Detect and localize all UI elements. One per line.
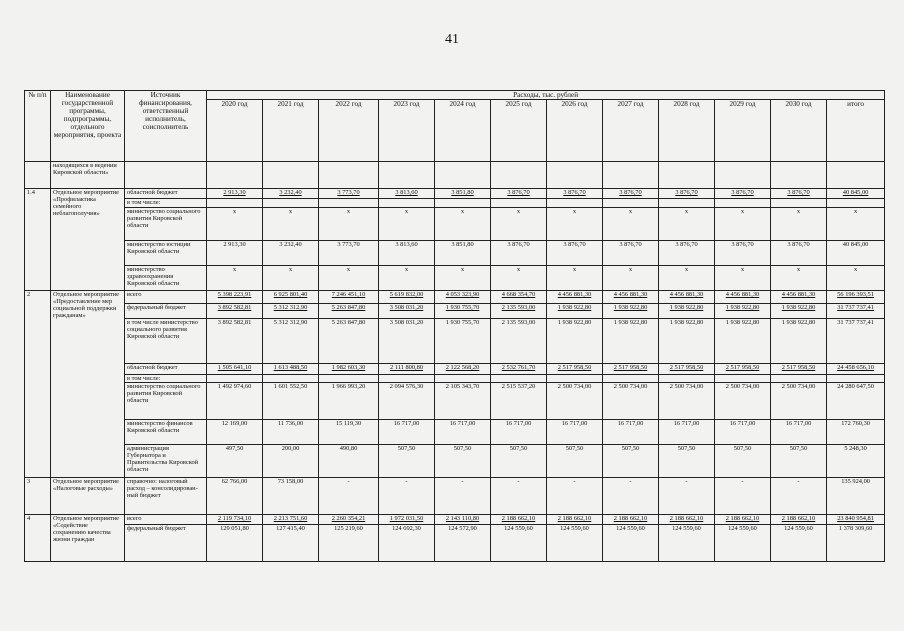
funding-source: федеральный бюджет: [125, 525, 207, 562]
amount-cell: [827, 199, 885, 208]
amount-cell: 1 938 922,80: [603, 304, 659, 319]
amount-cell: [771, 375, 827, 383]
amount-cell: 497,50: [207, 445, 263, 478]
amount-cell: 1 982 603,30: [319, 364, 379, 375]
amount-cell: 507,50: [603, 445, 659, 478]
amount-cell: 3 851,80: [435, 241, 491, 266]
amount-cell: x: [547, 266, 603, 291]
measure-name: Отдельное мероприятие «Налоговые расходы»: [51, 478, 125, 515]
row-number: 3: [25, 478, 51, 515]
funding-source: министерство юстиции Кировской области: [125, 241, 207, 266]
amount-cell: 5 398 223,91: [207, 291, 263, 304]
amount-cell: 1 938 922,80: [547, 319, 603, 364]
amount-cell: 1 938 922,80: [659, 304, 715, 319]
amount-cell: 507,50: [547, 445, 603, 478]
amount-cell: 2 500 734,00: [603, 383, 659, 420]
header-row: [25, 91, 885, 100]
amount-cell: 6 925 801,40: [263, 291, 319, 304]
amount-cell: 31 737 737,41: [827, 319, 885, 364]
funding-source: всего: [125, 291, 207, 304]
col-name-header: Наименование государственной программы, подпрограммы, отдельного мероприятия, проекта: [51, 91, 125, 162]
row-number: 2: [25, 291, 51, 478]
table-row: [25, 241, 885, 266]
amount-cell: x: [603, 208, 659, 241]
amount-cell: 2 188 662,10: [547, 515, 603, 525]
amount-cell: 3 876,70: [715, 189, 771, 199]
year-header: 2025 год: [491, 100, 547, 162]
amount-cell: 2 188 662,10: [491, 515, 547, 525]
amount-cell: 5 263 847,80: [319, 319, 379, 364]
amount-cell: 5 263 847,80: [319, 304, 379, 319]
funding-source: областной бюджет: [125, 189, 207, 199]
amount-cell: 3 813,60: [379, 189, 435, 199]
amount-cell: 3 876,70: [491, 241, 547, 266]
amount-cell: 124 559,60: [603, 525, 659, 562]
amount-cell: 2 143 110,80: [435, 515, 491, 525]
amount-cell: 40 845,00: [827, 189, 885, 199]
amount-cell: 2 517 958,50: [771, 364, 827, 375]
amount-cell: x: [319, 208, 379, 241]
funding-source: министерство социального развития Кировской области: [125, 383, 207, 420]
amount-cell: x: [319, 266, 379, 291]
amount-cell: [491, 199, 547, 208]
table-row: [25, 515, 885, 525]
amount-cell: -: [715, 478, 771, 515]
amount-cell: -: [771, 478, 827, 515]
table-row: [25, 364, 885, 375]
amount-cell: 5 619 832,00: [379, 291, 435, 304]
amount-cell: 1 938 922,80: [603, 319, 659, 364]
amount-cell: 1 938 922,80: [715, 319, 771, 364]
amount-cell: 3 508 031,20: [379, 304, 435, 319]
amount-cell: x: [771, 208, 827, 241]
amount-cell: 507,50: [771, 445, 827, 478]
amount-cell: 507,50: [659, 445, 715, 478]
amount-cell: 11 736,00: [263, 420, 319, 445]
amount-cell: 3 892 582,81: [207, 304, 263, 319]
amount-cell: 1 972 031,50: [379, 515, 435, 525]
funding-source: министерство социального развития Кировской области: [125, 208, 207, 241]
amount-cell: 127 415,40: [263, 525, 319, 562]
funding-source: всего: [125, 515, 207, 525]
amount-cell: [659, 199, 715, 208]
amount-cell: x: [435, 266, 491, 291]
amount-cell: 5 248,30: [827, 445, 885, 478]
table-row: [25, 420, 885, 445]
amount-cell: 23 840 954,81: [827, 515, 885, 525]
table-body: [25, 189, 885, 562]
year-header: 2024 год: [435, 100, 491, 162]
amount-cell: 2 094 576,30: [379, 383, 435, 420]
amount-cell: 124 692,30: [379, 525, 435, 562]
amount-cell: 4 456 881,30: [715, 291, 771, 304]
amount-cell: 24 280 647,50: [827, 383, 885, 420]
amount-cell: x: [827, 208, 885, 241]
amount-cell: 2 188 662,10: [715, 515, 771, 525]
amount-cell: [435, 199, 491, 208]
page-number: 41: [445, 32, 459, 47]
year-header: 2030 год: [771, 100, 827, 162]
amount-cell: 2 913,30: [207, 241, 263, 266]
table-row: [25, 199, 885, 208]
table-row: [25, 189, 885, 199]
amount-cell: 2 213 751,60: [263, 515, 319, 525]
amount-cell: [603, 375, 659, 383]
amount-cell: 4 668 354,70: [491, 291, 547, 304]
amount-cell: 1 930 755,70: [435, 319, 491, 364]
amount-cell: 1 505 641,10: [207, 364, 263, 375]
amount-cell: x: [603, 266, 659, 291]
amount-cell: 2 122 568,20: [435, 364, 491, 375]
amount-cell: 3 876,70: [547, 241, 603, 266]
amount-cell: 12 169,00: [207, 420, 263, 445]
amount-cell: x: [715, 208, 771, 241]
amount-cell: 3 813,60: [379, 241, 435, 266]
col-num-header: № п/п: [25, 91, 51, 162]
amount-cell: x: [435, 208, 491, 241]
amount-cell: 1 938 922,80: [771, 304, 827, 319]
amount-cell: x: [659, 208, 715, 241]
funding-source: справочно: налоговый расход – консолидирован-ный бюджет: [125, 478, 207, 515]
amount-cell: 2 135 593,00: [491, 319, 547, 364]
amount-cell: 1 930 755,70: [435, 304, 491, 319]
amount-cell: 3 892 582,81: [207, 319, 263, 364]
expenses-group-header: Расходы, тыс. рублей: [207, 91, 885, 100]
amount-cell: 2 119 734,10: [207, 515, 263, 525]
table-row: [25, 266, 885, 291]
amount-cell: 7 246 451,10: [319, 291, 379, 304]
amount-cell: 2 517 958,50: [715, 364, 771, 375]
amount-cell: 490,80: [319, 445, 379, 478]
amount-cell: 3 876,70: [603, 189, 659, 199]
amount-cell: x: [379, 208, 435, 241]
amount-cell: 3 851,80: [435, 189, 491, 199]
amount-cell: 124 559,60: [771, 525, 827, 562]
amount-cell: 2 913,30: [207, 189, 263, 199]
row-number: 1.4: [25, 189, 51, 291]
amount-cell: 73 158,00: [263, 478, 319, 515]
amount-cell: 124 559,60: [547, 525, 603, 562]
amount-cell: x: [379, 266, 435, 291]
amount-cell: -: [547, 478, 603, 515]
amount-cell: -: [435, 478, 491, 515]
measure-name: Отдельное мероприятие «Содействие сохранению качества жизни граждан: [51, 515, 125, 562]
amount-cell: 1 492 974,60: [207, 383, 263, 420]
amount-cell: -: [491, 478, 547, 515]
amount-cell: 2 188 662,10: [659, 515, 715, 525]
amount-cell: 125 219,60: [319, 525, 379, 562]
year-header: 2021 год: [263, 100, 319, 162]
amount-cell: 3 876,70: [491, 189, 547, 199]
amount-cell: 3 876,70: [715, 241, 771, 266]
amount-cell: 4 456 881,30: [603, 291, 659, 304]
amount-cell: x: [659, 266, 715, 291]
amount-cell: 507,50: [435, 445, 491, 478]
amount-cell: 4 456 881,30: [659, 291, 715, 304]
amount-cell: [827, 375, 885, 383]
amount-cell: 16 717,00: [603, 420, 659, 445]
amount-cell: 24 458 656,10: [827, 364, 885, 375]
amount-cell: 2 517 958,50: [547, 364, 603, 375]
amount-cell: [263, 199, 319, 208]
amount-cell: 3 876,70: [603, 241, 659, 266]
year-header: 2023 год: [379, 100, 435, 162]
amount-cell: 3 876,70: [659, 189, 715, 199]
amount-cell: 1 938 922,80: [715, 304, 771, 319]
amount-cell: [659, 375, 715, 383]
year-header: итого: [827, 100, 885, 162]
amount-cell: 1 938 922,80: [547, 304, 603, 319]
expenses-table: [24, 90, 885, 562]
year-header: 2029 год: [715, 100, 771, 162]
amount-cell: x: [263, 208, 319, 241]
amount-cell: 507,50: [491, 445, 547, 478]
amount-cell: 2 500 734,00: [659, 383, 715, 420]
table-row: [25, 383, 885, 420]
amount-cell: -: [379, 478, 435, 515]
table-row: [25, 478, 885, 515]
funding-source: федеральный бюджет: [125, 304, 207, 319]
amount-cell: 129 051,80: [207, 525, 263, 562]
amount-cell: [547, 375, 603, 383]
amount-cell: 2 105 343,70: [435, 383, 491, 420]
funding-source: администрация Губернатора и Правительства Кировской области: [125, 445, 207, 478]
year-header: 2028 год: [659, 100, 715, 162]
amount-cell: 62 766,00: [207, 478, 263, 515]
year-header: 2026 год: [547, 100, 603, 162]
amount-cell: x: [491, 266, 547, 291]
continuation-row: [25, 162, 885, 189]
table-row: [25, 208, 885, 241]
amount-cell: 124 559,60: [659, 525, 715, 562]
amount-cell: 2 500 734,00: [771, 383, 827, 420]
funding-source: в том числе:: [125, 199, 207, 208]
amount-cell: 124 559,60: [491, 525, 547, 562]
amount-cell: 3 876,70: [771, 241, 827, 266]
table-row: [25, 291, 885, 304]
continuation-text: находящихся в ведении Кировской области»: [51, 162, 125, 189]
amount-cell: 1 966 993,20: [319, 383, 379, 420]
funding-source: в том числе:: [125, 375, 207, 383]
table-row: [25, 375, 885, 383]
amount-cell: 1 613 488,50: [263, 364, 319, 375]
amount-cell: [771, 199, 827, 208]
funding-source: министерство здравоохранения Кировской области: [125, 266, 207, 291]
amount-cell: [435, 375, 491, 383]
amount-cell: 2 188 662,10: [771, 515, 827, 525]
amount-cell: x: [207, 208, 263, 241]
amount-cell: 5 312 312,90: [263, 319, 319, 364]
amount-cell: 5 312 312,90: [263, 304, 319, 319]
amount-cell: 124 559,60: [715, 525, 771, 562]
amount-cell: 16 717,00: [659, 420, 715, 445]
amount-cell: 2 500 734,00: [715, 383, 771, 420]
measure-name: Отдельное мероприятие «Профилактика семейного неблагополучия»: [51, 189, 125, 291]
amount-cell: 3 876,70: [547, 189, 603, 199]
table-row: [25, 304, 885, 319]
amount-cell: 3 232,40: [263, 241, 319, 266]
amount-cell: 2 500 734,00: [547, 383, 603, 420]
year-header: 2022 год: [319, 100, 379, 162]
amount-cell: 16 717,00: [379, 420, 435, 445]
amount-cell: 1 601 552,50: [263, 383, 319, 420]
amount-cell: 2 260 354,21: [319, 515, 379, 525]
funding-source: министерство финансов Кировской области: [125, 420, 207, 445]
amount-cell: x: [827, 266, 885, 291]
amount-cell: 4 456 881,30: [547, 291, 603, 304]
amount-cell: 3 773,70: [319, 189, 379, 199]
amount-cell: 1 378 309,60: [827, 525, 885, 562]
amount-cell: 16 717,00: [771, 420, 827, 445]
amount-cell: 56 196 393,51: [827, 291, 885, 304]
amount-cell: [603, 199, 659, 208]
amount-cell: x: [715, 266, 771, 291]
amount-cell: 2 111 800,80: [379, 364, 435, 375]
amount-cell: 507,50: [379, 445, 435, 478]
amount-cell: x: [491, 208, 547, 241]
funding-source: областной бюджет: [125, 364, 207, 375]
amount-cell: x: [263, 266, 319, 291]
amount-cell: x: [207, 266, 263, 291]
amount-cell: 4 053 323,90: [435, 291, 491, 304]
amount-cell: 507,50: [715, 445, 771, 478]
amount-cell: 124 572,90: [435, 525, 491, 562]
amount-cell: 40 845,00: [827, 241, 885, 266]
amount-cell: [491, 375, 547, 383]
amount-cell: 1 938 922,80: [771, 319, 827, 364]
amount-cell: [379, 375, 435, 383]
amount-cell: x: [547, 208, 603, 241]
amount-cell: 3 876,70: [771, 189, 827, 199]
amount-cell: 16 717,00: [547, 420, 603, 445]
amount-cell: 172 760,30: [827, 420, 885, 445]
year-header: 2020 год: [207, 100, 263, 162]
amount-cell: 3 773,70: [319, 241, 379, 266]
table-row: [25, 319, 885, 364]
amount-cell: 2 135 593,00: [491, 304, 547, 319]
table-row: [25, 525, 885, 562]
funding-source: в том числе министерство социального развития Кировской области: [125, 319, 207, 364]
amount-cell: 2 517 958,50: [603, 364, 659, 375]
amount-cell: [207, 199, 263, 208]
amount-cell: -: [319, 478, 379, 515]
amount-cell: 16 717,00: [715, 420, 771, 445]
amount-cell: x: [771, 266, 827, 291]
amount-cell: 2 532 761,70: [491, 364, 547, 375]
amount-cell: 4 456 881,30: [771, 291, 827, 304]
amount-cell: 16 717,00: [491, 420, 547, 445]
amount-cell: 16 717,00: [435, 420, 491, 445]
amount-cell: 2 515 537,20: [491, 383, 547, 420]
amount-cell: [263, 375, 319, 383]
amount-cell: 135 924,00: [827, 478, 885, 515]
amount-cell: [379, 199, 435, 208]
row-number: 4: [25, 515, 51, 562]
year-header: 2027 год: [603, 100, 659, 162]
amount-cell: [547, 199, 603, 208]
amount-cell: 1 938 922,80: [659, 319, 715, 364]
measure-name: Отдельное мероприятие «Предоставление мер социальной поддержки гражданам»: [51, 291, 125, 478]
amount-cell: 3 232,40: [263, 189, 319, 199]
amount-cell: 3 508 031,20: [379, 319, 435, 364]
amount-cell: [319, 199, 379, 208]
col-source-header: Источник финансирования, ответственный исполнитель, соисполнитель: [125, 91, 207, 162]
table-row: [25, 445, 885, 478]
amount-cell: 200,00: [263, 445, 319, 478]
amount-cell: [207, 375, 263, 383]
amount-cell: -: [603, 478, 659, 515]
amount-cell: [319, 375, 379, 383]
amount-cell: [715, 375, 771, 383]
amount-cell: 2 517 958,50: [659, 364, 715, 375]
amount-cell: 3 876,70: [659, 241, 715, 266]
amount-cell: 31 737 737,41: [827, 304, 885, 319]
amount-cell: 15 119,30: [319, 420, 379, 445]
amount-cell: 2 188 662,10: [603, 515, 659, 525]
amount-cell: [715, 199, 771, 208]
amount-cell: -: [659, 478, 715, 515]
